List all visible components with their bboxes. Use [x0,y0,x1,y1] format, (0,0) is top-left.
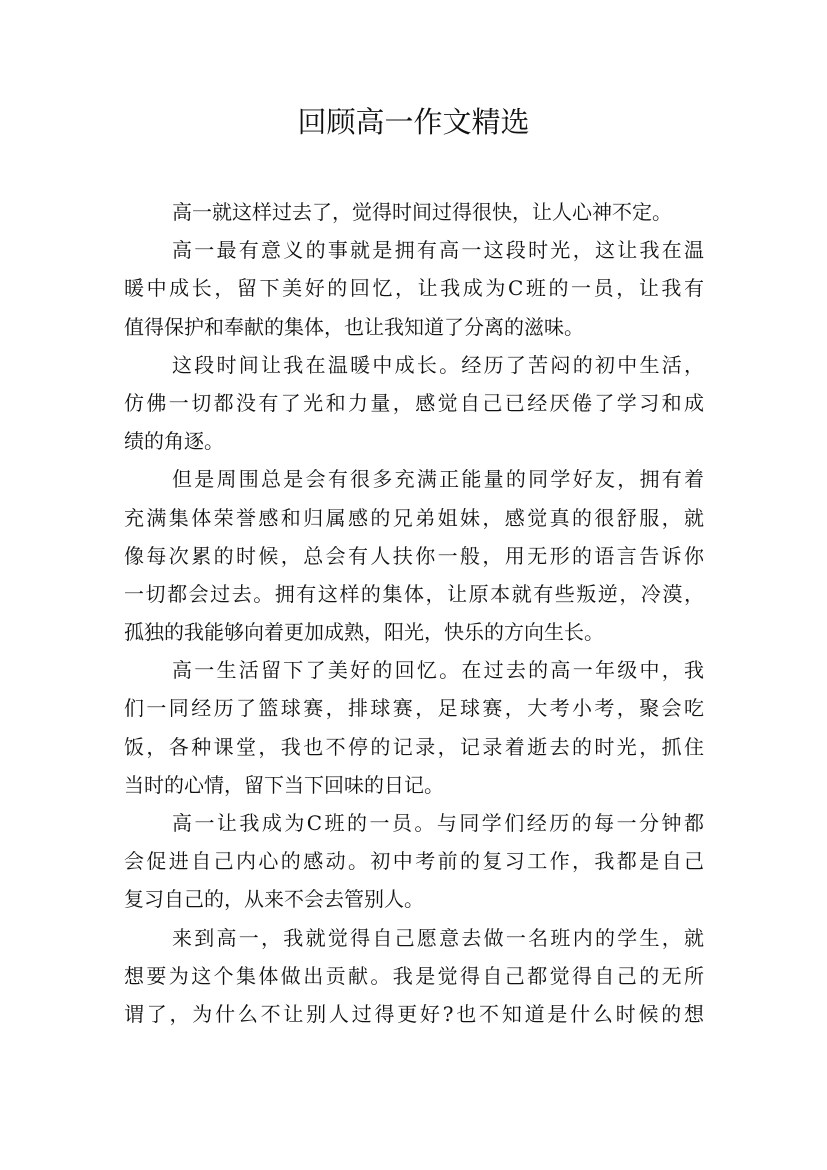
paragraph-line: 来到高一，我就觉得自己愿意去做一名班内的学生，就 [172,925,704,950]
document-title: 回顾高一作文精选 [297,105,530,139]
paragraph-line: 绩的角逐。 [124,429,224,454]
paragraph-line: 高一让我成为C班的一员。与同学们经历的每一分钟都 [172,811,704,835]
paragraph-line: 高一生活留下了美好的回忆。在过去的高一年级中，我 [172,658,704,683]
paragraph-line: 暖中成长，留下美好的回忆，让我成为C班的一员，让我有 [124,276,704,301]
paragraph-line: 孤独的我能够向着更加成熟，阳光，快乐的方向生长。 [124,620,604,645]
paragraph-line: 但是周围总是会有很多充满正能量的同学好友，拥有着 [172,467,704,492]
paragraph [124,651,704,804]
paragraph-line: 会促进自己内心的感动。初中考前的复习工作，我都是自己 [124,849,704,874]
paragraph-line: 高一最有意义的事就是拥有高一这段时光，这让我在温 [172,238,704,263]
paragraph [124,460,704,651]
paragraph [124,231,704,346]
paragraph [124,804,704,919]
paragraph [124,919,704,1034]
paragraph-line: 一切都会过去。拥有这样的集体，让原本就有些叛逆，冷漠， [124,581,704,606]
paragraph-line: 仿佛一切都没有了光和力量，感觉自己已经厌倦了学习和成 [124,390,704,415]
paragraph [124,346,704,461]
paragraph-line: 谓了，为什么不让别人过得更好?也不知道是什么时候的想 [124,1001,704,1026]
paragraph-line: 充满集体荣誉感和归属感的兄弟姐妹，感觉真的很舒服，就 [124,505,704,530]
paragraph-line: 饭，各种课堂，我也不停的记录，记录着逝去的时光，抓住 [124,734,704,759]
paragraph-line: 值得保护和奉献的集体，也让我知道了分离的滋味。 [124,314,584,339]
paragraph-line: 想要为这个集体做出贡献。我是觉得自己都觉得自己的无所 [124,963,704,988]
paragraph-line: 复习自己的，从来不会去管别人。 [124,887,424,912]
paragraph-line: 们一同经历了篮球赛，排球赛，足球赛，大考小考，聚会吃 [124,696,704,721]
paragraph [124,193,704,231]
paragraph-line: 这段时间让我在温暖中成长。经历了苦闷的初中生活， [172,352,704,377]
paragraph-line: 高一就这样过去了，觉得时间过得很快，让人心神不定。 [172,200,672,224]
paragraph-line: 当时的心情，留下当下回味的日记。 [124,772,444,797]
paragraph-line: 像每次累的时候，总会有人扶你一般，用无形的语言告诉你 [124,543,704,568]
document-body [124,193,704,1033]
